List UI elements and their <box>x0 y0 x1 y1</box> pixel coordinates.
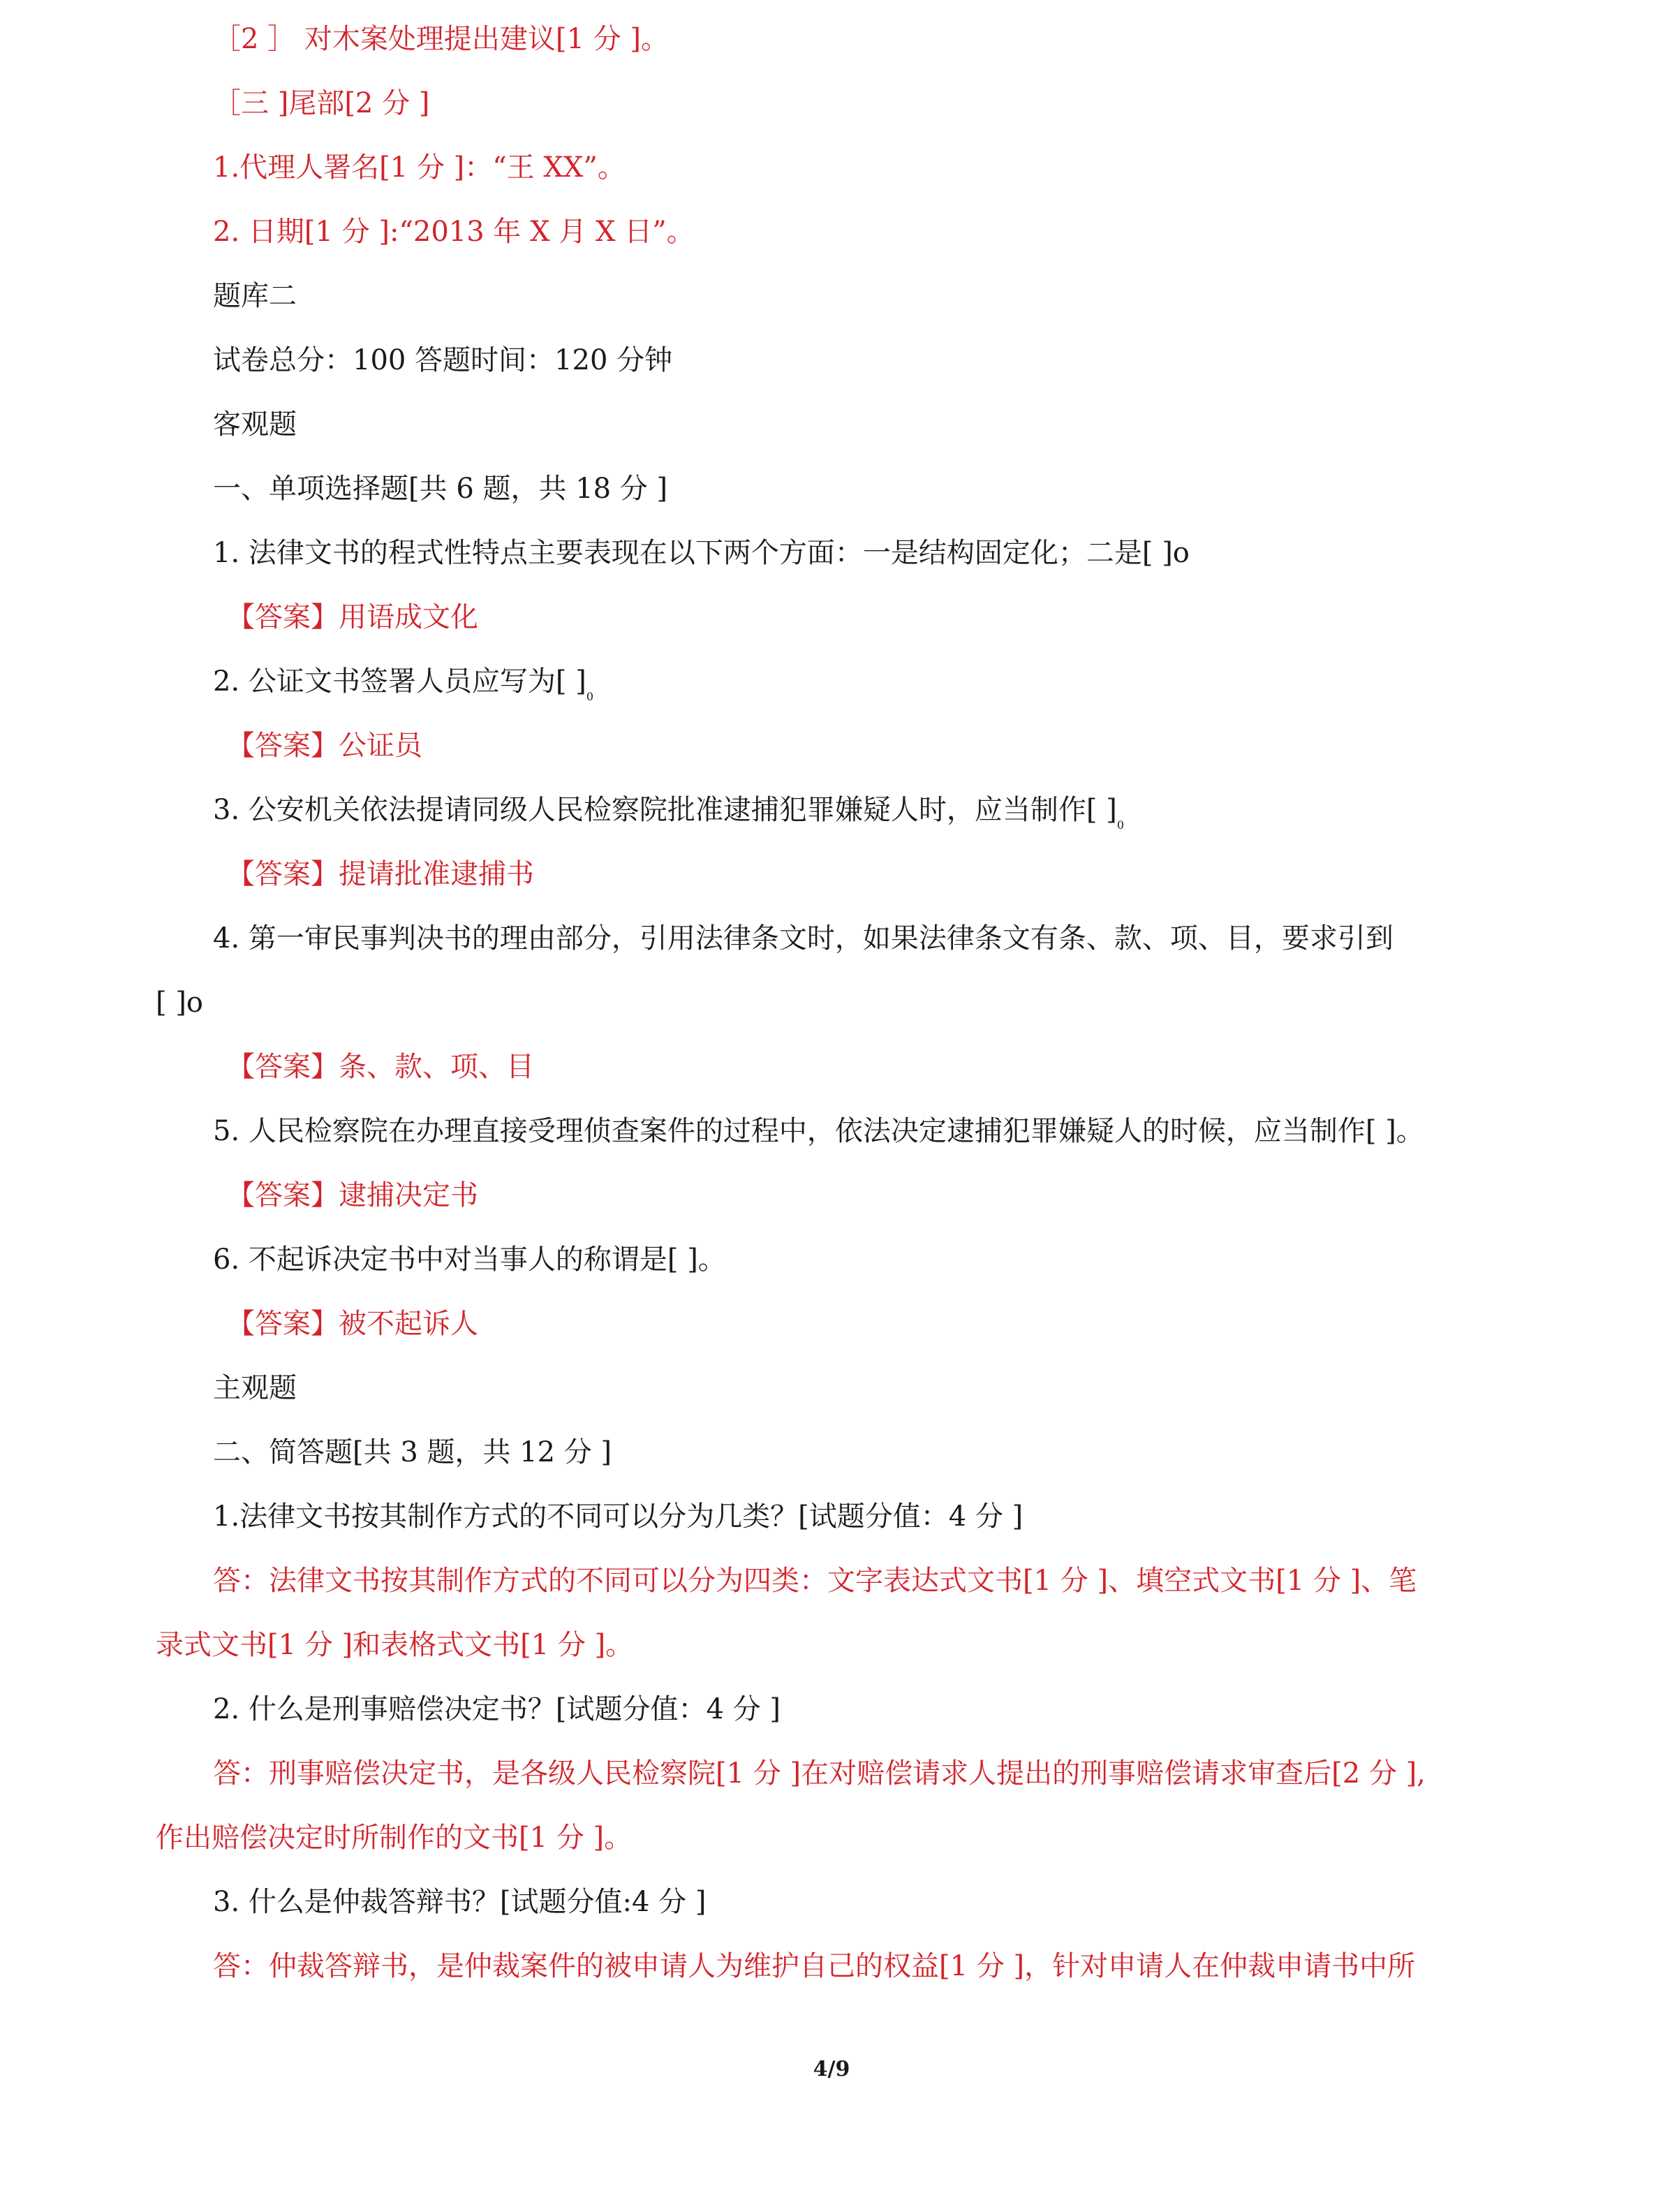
sa-answer-1-continued: 录式文书[1 分 ]和表格式文书[1 分 ]。 <box>156 1629 634 1661</box>
sa-answer-2-continued: 作出赔偿决定时所制作的文书[1 分 ]。 <box>156 1822 633 1854</box>
question-2-text: 2. 公证文书签署人员应写为[ ] <box>213 665 586 698</box>
page-number: 4/9 <box>813 2057 850 2081</box>
bank-title: 题库二 <box>213 280 297 312</box>
sa-answer-3: 答：仲裁答辩书，是仲裁案件的被申请人为维护自己的权益[1 分 ]，针对申请人在仲裁申请书中所 <box>213 1950 1416 1982</box>
date-line: 2. 日期[1 分 ]:“2013 年 X 月 X 日”。 <box>213 216 695 248</box>
answer-5: 【答案】逮捕决定书 <box>227 1179 478 1211</box>
objective-heading: 客观题 <box>213 408 297 441</box>
single-choice-heading: 一、单项选择题[共 6 题，共 18 分 ] <box>213 473 668 505</box>
sa-question-2: 2. 什么是刑事赔偿决定书？[试题分值：4 分 ] <box>213 1693 781 1725</box>
answer-3: 【答案】提请批准逮捕书 <box>227 858 534 890</box>
answer-6: 【答案】被不起诉人 <box>227 1308 478 1340</box>
subjective-heading: 主观题 <box>213 1372 297 1404</box>
question-2-suffix: 0 <box>586 690 593 703</box>
question-4: 4. 第一审民事判决书的理由部分，引用法律条文时，如果法律条文有条、款、项、目，要求引到 <box>213 922 1394 954</box>
question-5: 5. 人民检察院在办理直接受理侦查案件的过程中，依法决定逮捕犯罪嫌疑人的时候，应当制作[ ]。 <box>213 1115 1424 1147</box>
tail-heading: ［三 ]尾部[2 分 ] <box>213 87 430 119</box>
sa-question-1: 1.法律文书按其制作方式的不同可以分为几类？[试题分值：4 分 ] <box>213 1501 1023 1533</box>
sa-question-3: 3. 什么是仲裁答辩书？[试题分值:4 分 ] <box>213 1886 707 1918</box>
question-4-continued: [ ]o <box>156 987 204 1019</box>
answer-4: 【答案】条、款、项、目 <box>227 1051 534 1083</box>
question-3-text: 3. 公安机关依法提请同级人民检察院批准逮捕犯罪嫌疑人时，应当制作[ ] <box>213 794 1117 826</box>
answer-2: 【答案】公证员 <box>227 730 422 762</box>
sa-answer-2: 答：刑事赔偿决定书，是各级人民检察院[1 分 ]在对赔偿请求人提出的刑事赔偿请求审查后[2 分 ], <box>213 1757 1426 1790</box>
question-2 <box>213 662 593 716</box>
signature-line: 1.代理人署名[1 分 ]：“王 XX”。 <box>213 152 626 184</box>
exam-info: 试卷总分：100 答题时间：120 分钟 <box>213 344 673 376</box>
question-1: 1. 法律文书的程式性特点主要表现在以下两个方面：一是结构固定化；二是[ ]o <box>213 537 1190 569</box>
short-answer-heading: 二、简答题[共 3 题，共 12 分 ] <box>213 1436 612 1468</box>
question-3-suffix: 0 <box>1116 818 1124 832</box>
answer-1: 【答案】用语成文化 <box>227 601 478 633</box>
question-3 <box>213 790 1124 845</box>
proposal-line: ［2 ］ 对木案处理提出建议[1 分 ]。 <box>213 23 669 55</box>
question-6: 6. 不起诉决定书中对当事人的称谓是[ ]。 <box>213 1244 726 1276</box>
sa-answer-1: 答：法律文书按其制作方式的不同可以分为四类：文字表达式文书[1 分 ]、填空式文书[1 分 ]、笔 <box>213 1565 1417 1597</box>
